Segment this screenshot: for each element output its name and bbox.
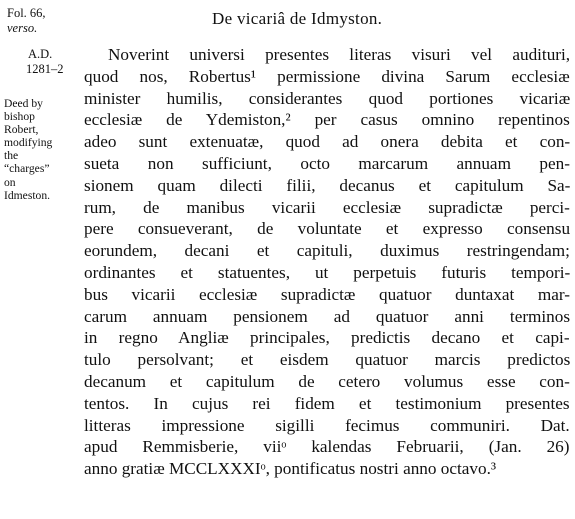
text-line: tentos. In cujus rei fidem et testimonium presentes (84, 393, 570, 413)
text-line: tulo persolvant; et eisdem quatuor marcis predictos (84, 350, 571, 370)
summary-line: Idmeston. (4, 188, 51, 202)
text-line: sionem quam dilecti filii, decanus et capitulum Sa- (84, 175, 571, 195)
marginal-date (28, 47, 64, 77)
summary-line: “charges” (4, 162, 50, 176)
folio-side: verso. (7, 21, 38, 35)
marginal-summary (4, 97, 84, 202)
summary-line: Robert, (4, 123, 39, 137)
document-heading: De vicariâ de Idmyston. (212, 9, 383, 28)
text-line: Noverint universi presentes literas visuri vel audituri, (108, 45, 571, 64)
text-line: decanum et capitulum de cetero volumus esse con- (84, 371, 570, 391)
text-line: sueta non sufficiunt, octo marcarum annuam pen- (84, 153, 570, 173)
date-label: A.D. (28, 47, 53, 61)
text-line: pere consueverant, de voluntate et expresso consensu (84, 219, 571, 239)
text-line: adeo sunt extenuatæ, quod ad onera debita et con- (84, 132, 571, 152)
date-years: 1281–2 (26, 62, 64, 76)
text-line: quod nos, Robertus¹ permissione divina Sarum ecclesiæ (84, 66, 570, 86)
text-line: bus vicarii ecclesiæ supradictæ quatuor duntaxat mar- (84, 284, 571, 304)
text-line: carum annuam pensionem ad quatuor anni terminos (84, 306, 571, 326)
text-line: ecclesiæ de Ydemiston,² per casus omnino repentinos (84, 110, 570, 130)
text-line: anno gratiæ MCCLXXXIᵒ, pontificatus nostri anno octavo.³ (84, 459, 497, 479)
summary-line: on (4, 175, 16, 189)
text-line: in regno Angliæ principales, predictis decano et capi- (84, 328, 570, 348)
text-line: rum, de manibus vicarii ecclesiæ supradictæ perci- (84, 197, 570, 217)
summary-line: the (4, 149, 19, 163)
text-line: litteras impressione sigilli fecimus communiri. Dat. (84, 415, 570, 435)
text-line: minister humilis, considerantes quod portiones vicariæ (84, 88, 571, 108)
folio-number: Fol. 66, (7, 6, 46, 20)
text-line: apud Remmisberie, viiᵒ kalendas Februarii, (Jan. 26) (84, 437, 570, 457)
folio-reference (7, 6, 46, 36)
summary-line: Deed by (4, 97, 43, 110)
summary-line: modifying (4, 136, 53, 150)
text-line: eorundem, decani et capituli, duximus restringendam; (84, 241, 570, 261)
deed-text (84, 44, 570, 480)
text-line: ordinantes et statuentes, ut perpetuis futuris tempori- (84, 262, 571, 282)
summary-line: bishop (4, 110, 35, 124)
